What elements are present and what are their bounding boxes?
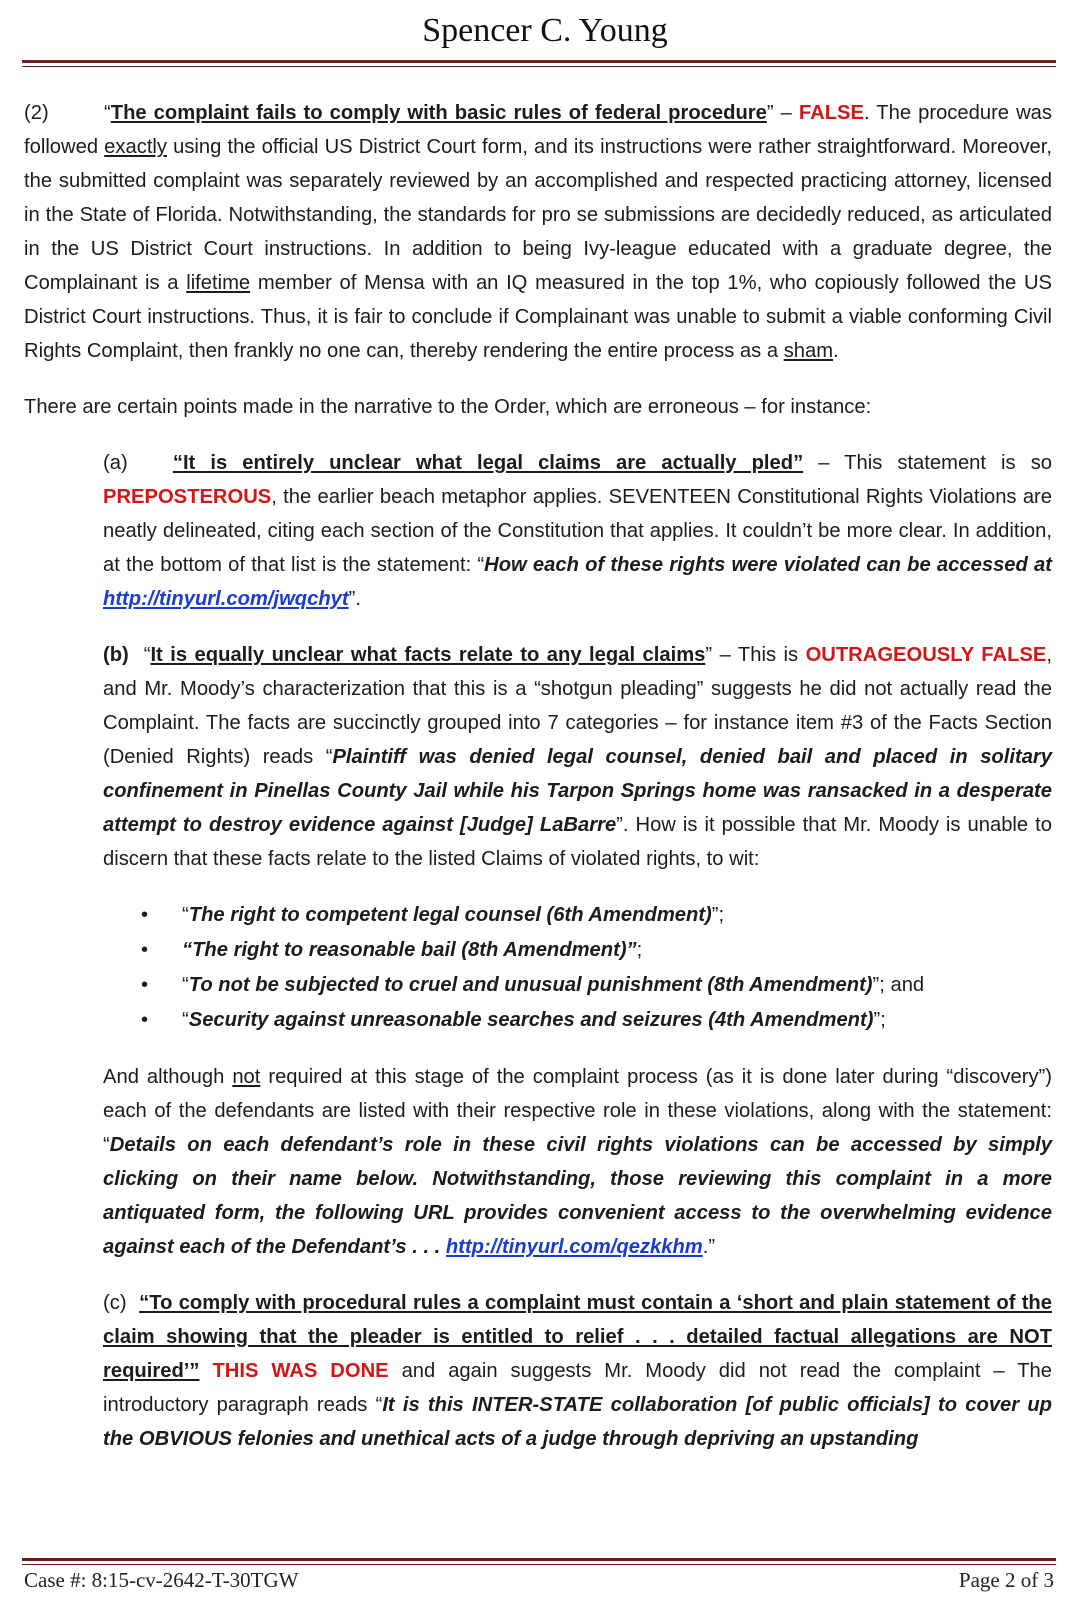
verdict-outrageously-false: OUTRAGEOUSLY FALSE bbox=[805, 644, 1047, 666]
paragraph-c bbox=[103, 1286, 1052, 1456]
verdict-false: FALSE bbox=[798, 102, 864, 124]
text: ”; bbox=[711, 904, 725, 926]
text: , and Mr. Moody’s characterization that this is a “shotgun pleading” suggests he did not actually read the Complaint. The facts are succinctly grouped into 7 categories – for instance item #3 of the Facts Section (Denied Rights) reads “ bbox=[103, 644, 1052, 768]
paragraph-b bbox=[103, 638, 1052, 876]
italic-right: “The right to reasonable bail (8th Amendment)” bbox=[182, 939, 637, 961]
text: ; bbox=[636, 939, 643, 961]
text: required at this stage of the complaint process (as it is done later during “discovery”) each of the defendants are listed with their respective role in these violations, along with the statement: “ bbox=[103, 1066, 1052, 1156]
paragraph-defendants bbox=[103, 1060, 1052, 1264]
bullet-icon: • bbox=[141, 904, 149, 926]
quoted-claim: “To comply with procedural rules a complaint must contain a ‘short and plain statement of the claim showing that the pleader is entitled to relief . . . detailed factual allegations are NOT required’” bbox=[103, 1292, 1052, 1382]
text: and again suggests Mr. Moody did not read the complaint – The introductory paragraph reads “ bbox=[103, 1360, 1052, 1416]
paragraph-a bbox=[103, 446, 1052, 616]
italic-right: To not be subjected to cruel and unusual punishment (8th Amendment) bbox=[188, 974, 873, 996]
bullet-icon: • bbox=[141, 939, 149, 961]
text: . bbox=[833, 340, 839, 362]
quoted-claim: The complaint fails to comply with basic rules of federal procedure bbox=[110, 102, 767, 124]
tinyurl-link[interactable]: http://tinyurl.com/jwqchyt bbox=[103, 588, 349, 610]
quoted-claim: “It is entirely unclear what legal claims are actually pled” bbox=[172, 452, 804, 474]
item-label: (a) bbox=[103, 452, 173, 474]
list-item bbox=[103, 898, 1052, 933]
italic-quote: It is this INTER-STATE collaboration [of public officials] to cover up the OBVIOUS felonies and unethical acts of a judge through depriving an upstanding bbox=[103, 1394, 1052, 1450]
text: ”; bbox=[873, 1009, 886, 1031]
list-item bbox=[103, 1003, 1052, 1038]
footer-rule-thin bbox=[22, 1564, 1056, 1565]
text: ”. bbox=[348, 588, 361, 610]
italic-quote: Plaintiff was denied legal counsel, denied bail and placed in solitary confinement in Pinellas County Jail while his Tarpon Springs home was ransacked in a desperate attempt to destroy evidence against [Judge] LaBarre bbox=[103, 746, 1053, 836]
italic-right: The right to competent legal counsel (6th Amendment) bbox=[188, 904, 712, 926]
header-rule bbox=[22, 60, 1056, 63]
text: – This statement is so bbox=[803, 452, 1053, 474]
list-item bbox=[103, 933, 1052, 968]
intro-paragraph: There are certain points made in the narrative to the Order, which are erroneous – for instance: bbox=[24, 396, 872, 418]
paragraph-number: (2) bbox=[24, 102, 49, 124]
text: “ bbox=[182, 904, 189, 926]
text: “ bbox=[182, 974, 189, 996]
text: using the official US District Court form, and its instructions were rather straightforward. Moreover, the submitted complaint was separately reviewed by an accomplished and respected practicing attorney, licensed in the State of Florida. Notwithstanding, the standards for pro se submissions are decidedly reduced, as articulated in the US District Court instructions. In addition to being Ivy-league educated with a graduate degree, the Complainant is a bbox=[24, 136, 1052, 294]
case-number: Case #: 8:15-cv-2642-T-30TGW bbox=[24, 1568, 299, 1592]
paragraph-2 bbox=[24, 96, 1052, 368]
underlined-word: lifetime bbox=[186, 272, 251, 294]
italic-quote: Details on each defendant’s role in these civil rights violations can be accessed by simply clicking on their name below. Notwithstanding, those reviewing this complaint in a more antiquated form, the following URL provides convenient access to the overwhelming evidence against each of the Defendant’s . . . bbox=[103, 1134, 1052, 1258]
text: ”; and bbox=[872, 974, 925, 996]
header-name: Spencer C. Young bbox=[422, 12, 668, 49]
italic-right: Security against unreasonable searches and seizures (4th Amendment) bbox=[188, 1009, 874, 1031]
text: ” – This is bbox=[705, 644, 806, 666]
text: And although bbox=[103, 1066, 233, 1088]
quote-open: “ bbox=[128, 644, 151, 666]
quoted-claim: It is equally unclear what facts relate to any legal claims bbox=[150, 644, 706, 666]
text bbox=[199, 1360, 212, 1382]
page-number: Page 2 of 3 bbox=[958, 1568, 1054, 1592]
verdict-preposterous: PREPOSTEROUS bbox=[103, 486, 272, 508]
underlined-word: exactly bbox=[104, 136, 168, 158]
text: .” bbox=[702, 1236, 716, 1258]
text: , the earlier beach metaphor applies. SEVENTEEN Constitutional Rights Violations are neatly delineated, citing each section of the Constitution that applies. It couldn’t be more clear. In addition, at the bottom of that list is the statement: “ bbox=[103, 486, 1052, 576]
quote-open: “ bbox=[104, 102, 111, 124]
item-label: (c) bbox=[103, 1292, 140, 1314]
quote-close: ” – bbox=[766, 102, 799, 124]
text: ”. How is it possible that Mr. Moody is unable to discern that these facts relate to the listed Claims of violated rights, to wit: bbox=[103, 814, 1052, 870]
item-label: (b) bbox=[103, 644, 129, 666]
tinyurl-link[interactable]: http://tinyurl.com/qezkkhm bbox=[445, 1236, 703, 1258]
footer-rule bbox=[22, 1558, 1056, 1561]
text: . The procedure was followed bbox=[24, 102, 1052, 158]
underlined-word: sham bbox=[783, 340, 834, 362]
text: “ bbox=[182, 1009, 189, 1031]
underlined-word: not bbox=[232, 1066, 261, 1088]
header-rule-thin bbox=[22, 66, 1056, 67]
italic-quote: How each of these rights were violated can be accessed at bbox=[484, 554, 1052, 576]
verdict-done: THIS WAS DONE bbox=[212, 1360, 389, 1382]
text: member of Mensa with an IQ measured in the top 1%, who copiously followed the US District Court instructions. Thus, it is fair to conclude if Complainant was unable to submit a viable conforming Civil Rights Complaint, then frankly no one can, thereby rendering the entire process as a bbox=[24, 272, 1052, 362]
bullet-icon: • bbox=[141, 974, 149, 996]
rights-list bbox=[103, 898, 1052, 1038]
bullet-icon: • bbox=[141, 1009, 149, 1031]
list-item bbox=[103, 968, 1052, 1003]
document-body bbox=[24, 96, 1052, 1478]
